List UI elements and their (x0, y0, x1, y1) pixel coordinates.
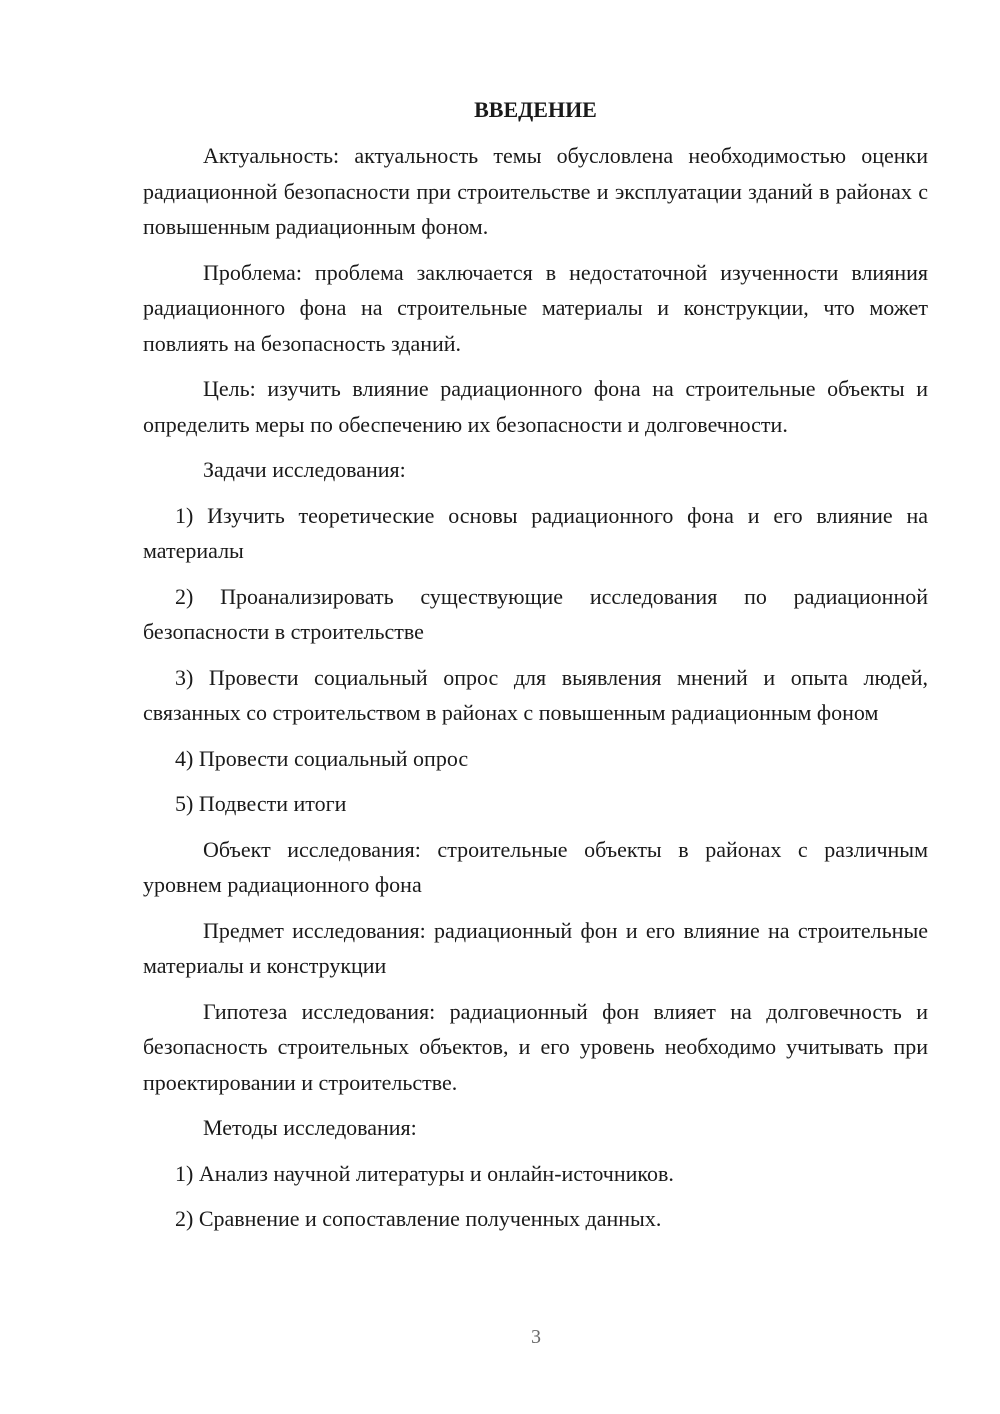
document-body (143, 92, 928, 1247)
method-item-1: 1) Анализ научной литературы и онлайн-источников. (175, 1160, 674, 1186)
page-number: 3 (531, 1326, 541, 1348)
task-item-4: 4) Провести социальный опрос (175, 745, 469, 771)
tasks-heading: Задачи исследования: (203, 457, 406, 482)
task-item-2: 2) Проанализировать существующие исследования по радиационной безопасности в строительстве (143, 583, 928, 644)
section-title: ВВЕДЕНИЕ (474, 97, 597, 122)
task-item-3: 3) Провести социальный опрос для выявления мнений и опыта людей, связанных со строительством в районах с повышенным радиационным фоном (143, 664, 928, 725)
hypothesis-paragraph: Гипотеза исследования: радиационный фон влияет на долговечность и безопасность строительных объектов, и его уровень необходимо учитывать при проектировании и строительстве. (143, 998, 928, 1095)
problem-paragraph: Проблема: проблема заключается в недостаточной изученности влияния радиационного фона на строительные материалы и конструкции, что может повлиять на безопасность зданий. (143, 259, 928, 356)
method-item-2: 2) Сравнение и сопоставление полученных данных. (175, 1206, 662, 1231)
methods-heading: Методы исследования: (203, 1115, 417, 1140)
task-item-1: 1) Изучить теоретические основы радиационного фона и его влияние на материалы (143, 502, 928, 563)
subject-paragraph: Предмет исследования: радиационный фон и его влияние на строительные материалы и конструкции (143, 917, 928, 978)
task-item-5: 5) Подвести итоги (175, 791, 347, 816)
relevance-paragraph: Актуальность: актуальность темы обусловлена необходимостью оценки радиационной безопасности при строительстве и эксплуатации зданий в районах с повышенным радиационным фоном. (143, 143, 928, 239)
object-paragraph: Объект исследования: строительные объекты в районах с различным уровнем радиационного фона (143, 836, 928, 897)
goal-paragraph: Цель: изучить влияние радиационного фона на строительные объекты и определить меры по обеспечению их безопасности и долговечности. (143, 376, 928, 437)
